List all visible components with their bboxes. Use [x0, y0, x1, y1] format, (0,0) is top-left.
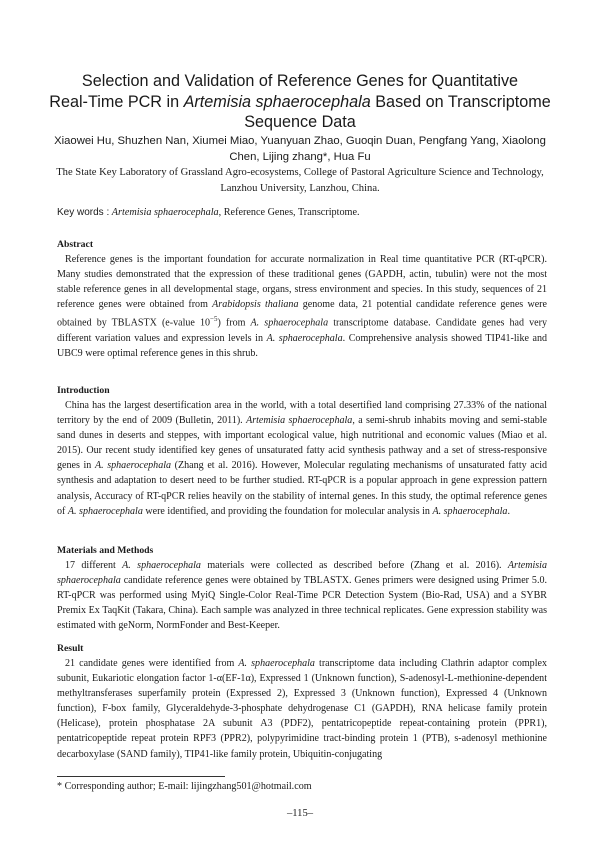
title-line-1: Selection and Validation of Reference Genes for Quantitative — [81, 72, 519, 90]
keywords — [57, 206, 547, 220]
abstract-text: Reference genes is the important foundation for accurate normalization in Real time quantitative PCR (RT-qPCR). Many studies demonstrated that the expression of these traditional genes (GAPDH, actin, tubulin) were not the most stable reference genes in all developmental stage, organs, stress environment and species. In this study, sequences of 21 reference genes were obtained from Arabidopsis thaliana genome data, 21 potential candidate reference genes were obtained by TBLASTX (e-value $10^{-5}$) from A. sphaerocephala transcriptome database. Candidate genes had very different variation values and expression levels in A. sphaerocephala. Comprehensive analysis showed TIP41-like and UBC9 were optimal reference genes in this shrub. — [57, 254, 548, 359]
result-heading: Result — [57, 643, 84, 654]
title-species: Artemisia sphaerocephala — [183, 92, 371, 111]
methods-heading: Materials and Methods — [57, 545, 154, 556]
result-section — [57, 643, 547, 762]
keywords-label: Key words : — [57, 207, 110, 218]
methods-section — [57, 545, 547, 633]
keywords-rest: , Reference Genes, Transcriptome. — [218, 207, 360, 218]
footnote-divider — [57, 776, 225, 777]
introduction-text: China has the largest desertification area in the world, with a total desertified land comprising 27.33% of the national territory by the end of 2009 (Bulletin, 2011). Artemisia sphaerocephala, a semi-shrub inhabits moving and semi-stable sand dunes in deserts and steppes, with important ecological value, high nutritional and economic values (Miao et al. 2015). Our recent study identified key genes of unsaturated fatty acid synthesis pathway and a set of stress-responsive genes in A. sphaerocephala (Zhang et al. 2016). However, Molecular regulating mechanisms of unsaturated fatty acid synthesis and adaptation to desert need to be further studied. RT-qPCR is a popular approach in gene expression pattern analysis, Accuracy of RT-qPCR relies heavily on the stability of internal genes. In this study, the optimal reference genes of A. sphaerocephala were identified, and providing the foundation for molecular analysis in A. sphaerocephala. — [57, 400, 548, 517]
abstract-heading: Abstract — [57, 239, 94, 250]
methods-text: 17 different A. sphaerocephala materials were collected as described before (Zhang et al. 2016). Artemisia sphaerocephala candidate reference genes were obtained by TBLASTX. Genes primers were designed using Primer 5.0. RT-qPCR was performed using MyiQ Single-Color Real-Time PCR Detection System (Bio-Rad, USA) and a SYBR Premix Ex TaqKit (Takara, China). Each sample was analyzed in three technical replicates. Gene expression stability was estimated with geNorm, NormFonder and Best-Keeper. — [57, 560, 547, 632]
paper-title — [40, 71, 560, 133]
keywords-species: Artemisia sphaerocephala — [111, 207, 219, 218]
result-text: 21 candidate genes were identified from A. sphaerocephala transcriptome data including Clathrin adaptor complex subunit, Eukariotic elongation factor 1-α(EF-1α), Expressed 1 (Unknown function), S-adenosyl-L-methionine-dependent methyltransferases superfamily protein (Expressed 2), Expressed 3 (Unknown function), Expressed 4 (Unknown function), F-box family, Glyceraldehyde-3-phosphate dehydrogenase C1 (GAPDH), RNA helicase family protein (Helicase), protein phosphatase 2A subunit A3 (PDF2), pentatricopeptide repeat-containing protein (PPR1), pentatricopeptide repeat protein RPF3 (PPR2), polypyrimidine tract-binding protein 1 (PTB), s-adenosyl methionine decarboxylase (SAND family), TIP41-like family protein, Ubiquitin-conjugating — [57, 658, 547, 760]
corresponding-author-footnote: * Corresponding author; E-mail: lijingzhang501@hotmail.com — [57, 781, 312, 792]
author-list: Xiaowei Hu, Shuzhen Nan, Xiumei Miao, Yuanyuan Zhao, Guoqin Duan, Pengfang Yang, Xiaolong Chen, Lijing zhang*, Hua Fu — [54, 135, 546, 163]
page-number: –115– — [286, 808, 314, 819]
introduction-section — [57, 385, 547, 519]
affiliation: The State Key Laboratory of Grassland Agro-ecosystems, College of Pastoral Agriculture Science and Technology, Lanzhou University, Lanzhou, China. — [56, 167, 544, 194]
introduction-heading: Introduction — [57, 385, 110, 396]
title-line-2 — [40, 92, 560, 113]
title-line-3: Sequence Data — [244, 113, 356, 131]
title-line-2-pre: Real-Time PCR in — [49, 92, 184, 111]
abstract-section — [57, 239, 547, 361]
title-line-2-post: Based on Transcriptome — [370, 92, 551, 111]
